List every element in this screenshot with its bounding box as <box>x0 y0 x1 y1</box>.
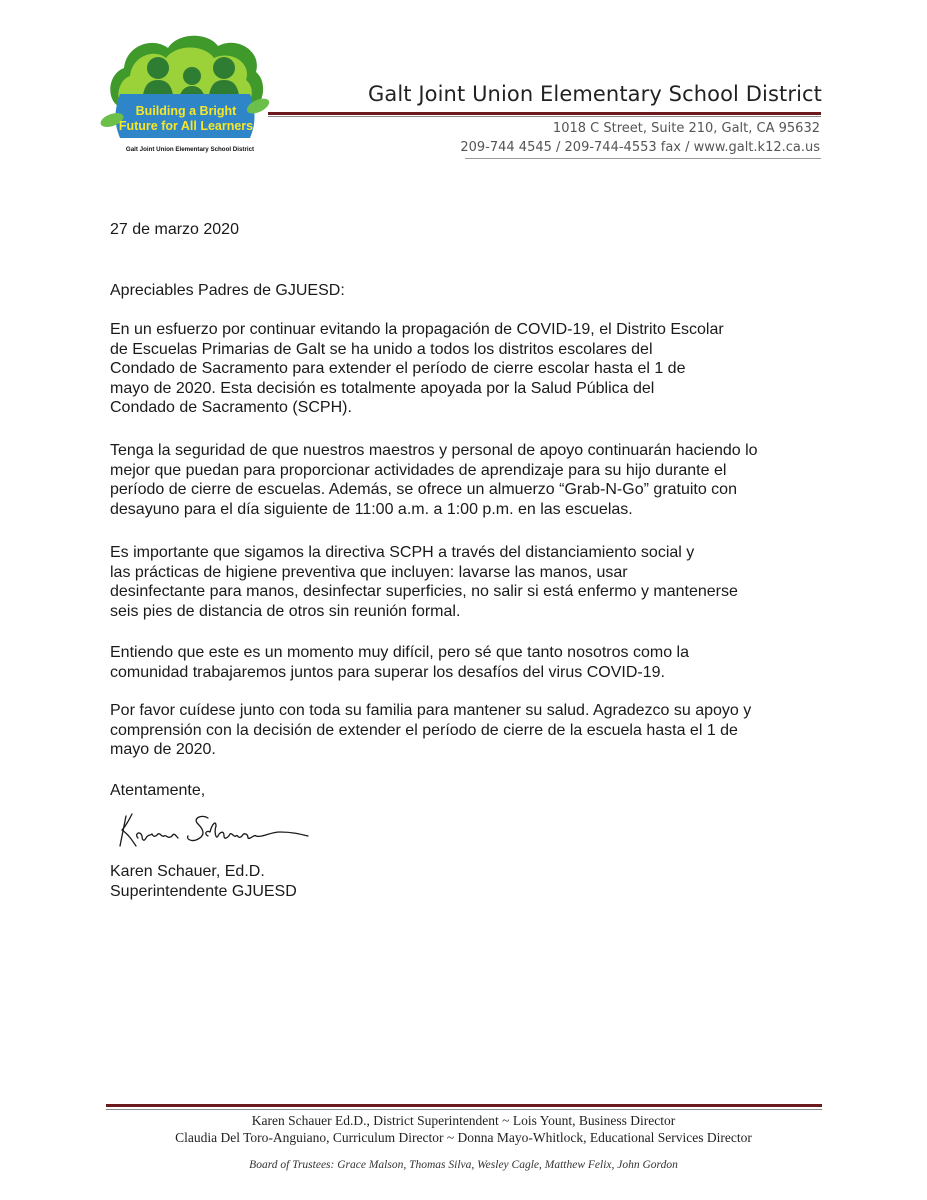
footer-rule <box>106 1104 822 1110</box>
logo-figure-left <box>147 57 169 79</box>
district-address: 1018 C Street, Suite 210, Galt, CA 95632 <box>552 121 820 136</box>
letter-date: 27 de marzo 2020 <box>110 221 239 238</box>
logo-caption: Galt Joint Union Elementary School District <box>125 146 255 153</box>
footer-board-of-trustees: Board of Trustees: Grace Malson, Thomas Silva, Wesley Cagle, Matthew Felix, John Gordon <box>249 1159 678 1171</box>
logo-figure-right <box>213 57 235 79</box>
district-logo <box>100 28 270 158</box>
paragraph-line: período de cierre de escuelas. Además, se ofrece un almuerzo “Grab-N-Go” gratuito con <box>110 481 737 498</box>
letter-salutation: Apreciables Padres de GJUESD: <box>110 282 345 299</box>
paragraph-line: comunidad trabajaremos juntos para superar los desafíos del virus COVID-19. <box>110 663 665 681</box>
header-rule <box>268 112 821 118</box>
paragraph-line: comprensión con la decisión de extender el período de cierre de la escuela hasta el 1 de <box>110 721 738 739</box>
paragraph-line: seis pies de distancia de otros sin reunión formal. <box>110 602 461 620</box>
paragraph-4 <box>110 643 830 682</box>
paragraph-line: mayo de 2020. Esta decisión es totalmente apoyada por la Salud Pública del <box>110 379 655 397</box>
logo-tagline-line2: Future for All Learners <box>118 119 254 133</box>
district-name: Galt Joint Union Elementary School District <box>368 82 822 106</box>
paragraph-line: mayo de 2020. <box>110 741 216 758</box>
signer-name: Karen Schauer, Ed.D. <box>110 863 265 880</box>
paragraph-line: Entiendo que este es un momento muy difícil, pero sé que tanto nosotros como la <box>110 644 689 661</box>
district-contact: 209-744 4545 / 209-744-4553 fax / www.galt.k12.ca.us <box>460 140 820 155</box>
paragraph-2 <box>110 441 830 519</box>
paragraph-line: desayuno para el día siguiente de 11:00 a.m. a 1:00 p.m. en las escuelas. <box>110 500 633 518</box>
letter-closing: Atentamente, <box>110 782 206 799</box>
paragraph-line: las prácticas de higiene preventiva que incluyen: lavarse las manos, usar <box>110 563 628 581</box>
paragraph-5 <box>110 701 830 760</box>
paragraph-line: Tenga la seguridad de que nuestros maestros y personal de apoyo continuarán haciendo lo <box>110 442 758 459</box>
paragraph-3 <box>110 543 830 621</box>
paragraph-line: de Escuelas Primarias de Galt se ha unido a todos los distritos escolares del <box>110 340 653 358</box>
contact-rule <box>465 158 821 159</box>
paragraph-line: Condado de Sacramento para extender el período de cierre escolar hasta el 1 de <box>110 360 686 377</box>
handwritten-signature <box>112 806 322 852</box>
footer-staff-line-2: Claudia Del Toro-Anguiano, Curriculum Director ~ Donna Mayo-Whitlock, Educational Services Director <box>175 1130 752 1145</box>
paragraph-1 <box>110 320 830 418</box>
paragraph-line: En un esfuerzo por continuar evitando la propagación de COVID-19, el Distrito Escolar <box>110 321 724 338</box>
logo-figure-middle <box>183 67 201 85</box>
paragraph-line: Es importante que sigamos la directiva SCPH a través del distanciamiento social y <box>110 544 695 561</box>
paragraph-line: mejor que puedan para proporcionar actividades de aprendizaje para su hijo durante el <box>110 461 727 479</box>
paragraph-line: Condado de Sacramento (SCPH). <box>110 399 352 416</box>
footer-staff-line-1: Karen Schauer Ed.D., District Superintendent ~ Lois Yount, Business Director <box>251 1113 676 1128</box>
signer-title: Superintendente GJUESD <box>110 883 297 900</box>
paragraph-line: desinfectante para manos, desinfectar superficies, no salir si está enfermo y mantenerse <box>110 583 738 600</box>
logo-tagline-line1: Building a Bright <box>135 104 237 118</box>
paragraph-line: Por favor cuídese junto con toda su familia para mantener su salud. Agradezco su apoyo y <box>110 702 752 719</box>
